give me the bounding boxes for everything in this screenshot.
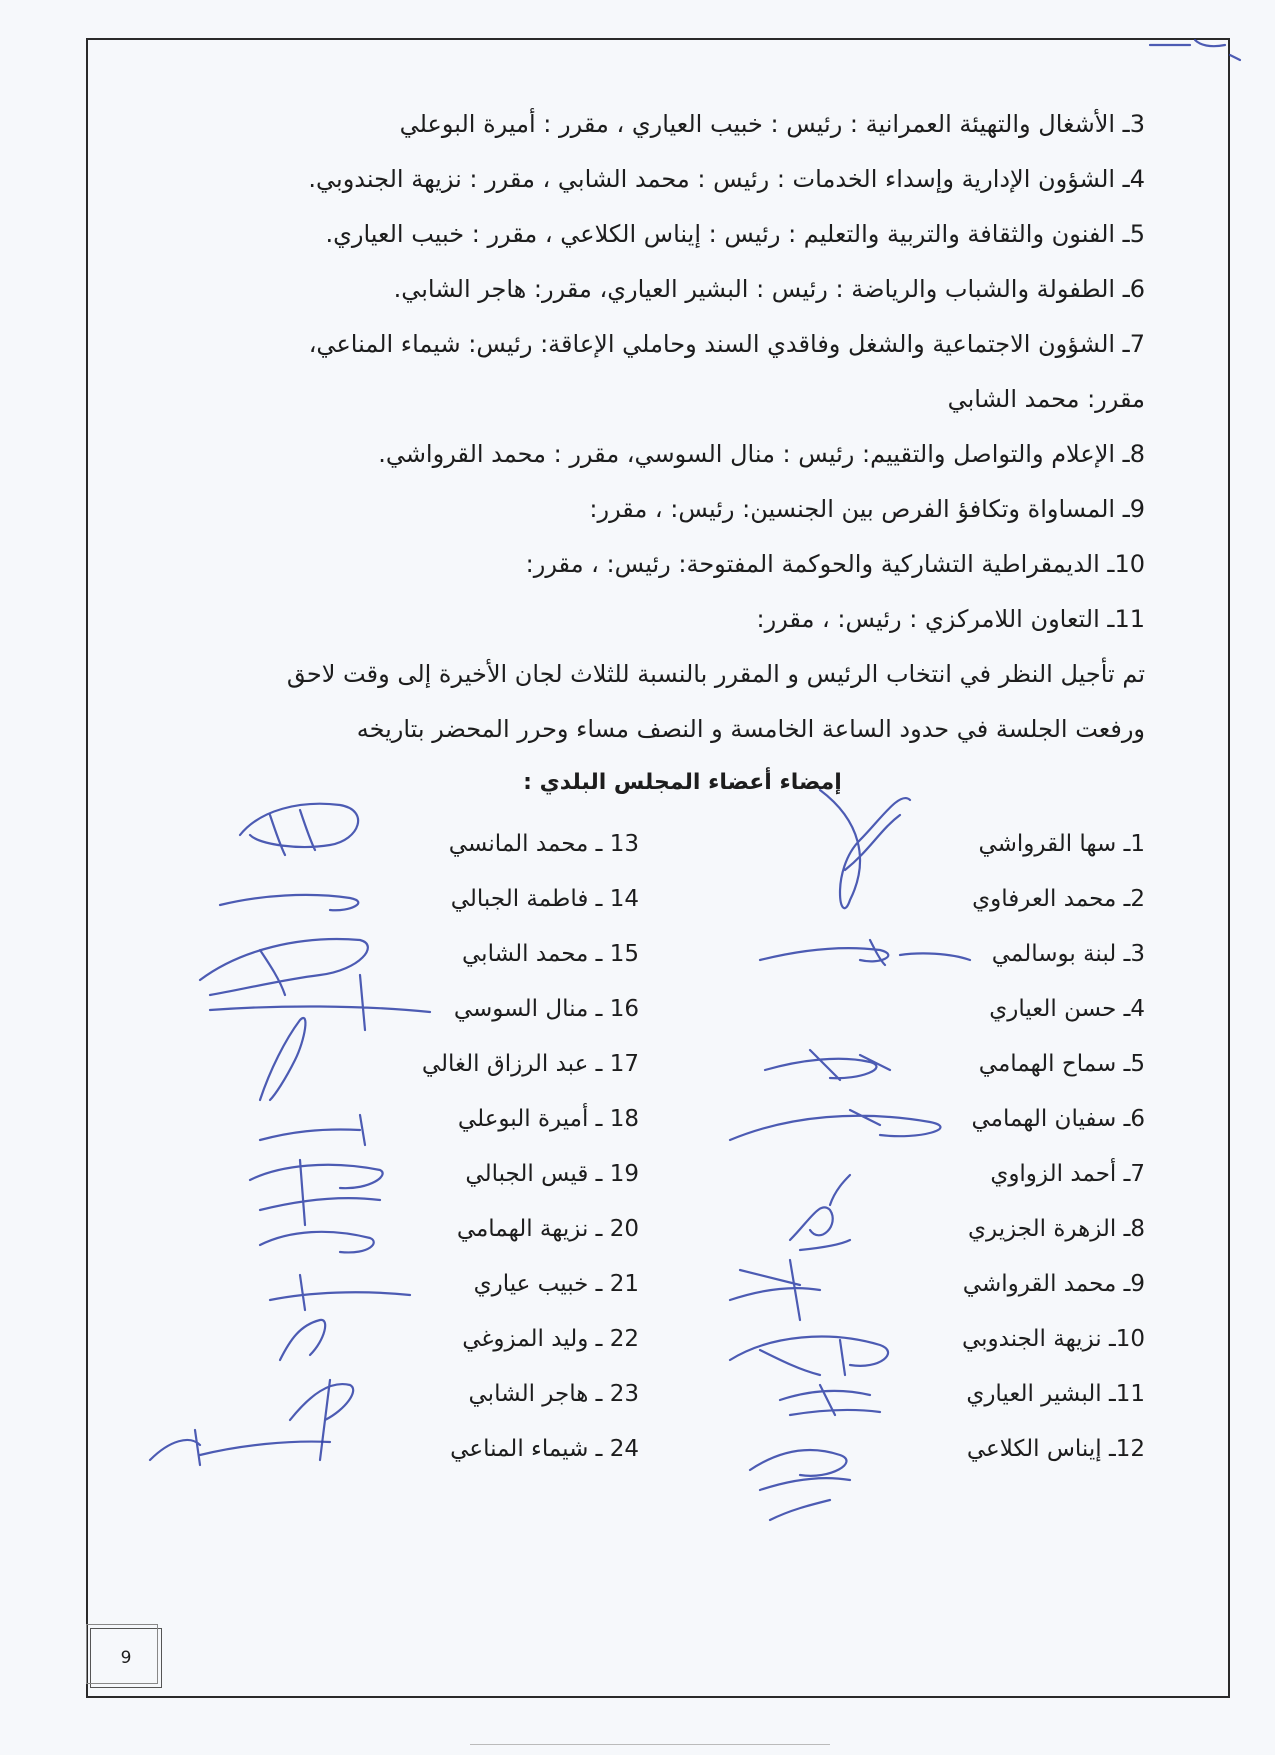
committee-line-7-cont: مقرر: محمد الشابي [947,385,1145,413]
committee-line-4: 4ـ الشؤون الإدارية وإسداء الخدمات : رئيس : محمد الشابي ، مقرر : نزيهة الجندوبي. [308,165,1145,193]
member-3: 3ـ لبنة بوسالمي [991,941,1145,967]
signature-23 [290,1380,353,1460]
signature-16 [210,975,430,1030]
member-14: 14 ـ فاطمة الجبالي [450,886,639,912]
signature-8 [790,1175,850,1250]
member-20: 20 ـ نزيهة الهمامي [456,1216,639,1242]
signature-17 [260,1018,305,1100]
postponement-note: تم تأجيل النظر في انتخاب الرئيس و المقرر بالنسبة للثلاث لجان الأخيرة إلى وقت لاحق [286,660,1145,688]
member-8: 8ـ الزهرة الجزيري [968,1216,1145,1242]
corner-marks [1150,40,1240,60]
member-23: 23 ـ هاجر الشابي [468,1381,639,1407]
member-10: 10ـ نزيهة الجندوبي [961,1326,1145,1352]
committee-line-5: 5ـ الفنون والثقافة والتربية والتعليم : رئيس : إيناس الكلاعي ، مقرر : خبيب العياري. [325,220,1145,248]
signature-22 [280,1320,325,1360]
signature-15 [200,939,368,995]
signature-20 [260,1232,374,1253]
member-2: 2ـ محمد العرفاوي [972,886,1145,912]
signature-14 [220,895,358,910]
signature-18 [260,1115,365,1145]
member-7: 7ـ أحمد الزواوي [990,1161,1145,1187]
signature-19 [250,1160,383,1225]
signature-3 [760,940,970,965]
committee-line-10: 10ـ الديمقراطية التشاركية والحوكمة المفتوحة: رئيس: ، مقرر: [525,550,1145,578]
committee-line-3: 3ـ الأشغال والتهيئة العمرانية : رئيس : خبيب العياري ، مقرر : أميرة البوعلي [399,110,1145,138]
closing-note: ورفعت الجلسة في حدود الساعة الخامسة و النصف مساء وحرر المحضر بتاريخه [356,715,1145,743]
committee-line-9: 9ـ المساواة وتكافؤ الفرص بين الجنسين: رئيس: ، مقرر: [589,495,1145,523]
member-5: 5ـ سماح الهمامي [978,1051,1145,1077]
signature-1 [820,790,910,908]
signature-24 [150,1430,330,1465]
member-18: 18 ـ أميرة البوعلي [457,1106,639,1132]
committee-line-8: 8ـ الإعلام والتواصل والتقييم: رئيس : منال السوسي، مقرر : محمد القرواشي. [378,440,1145,468]
member-4: 4ـ حسن العياري [989,996,1145,1022]
member-19: 19 ـ قيس الجبالي [465,1161,639,1187]
member-6: 6ـ سفيان الهمامي [971,1106,1145,1132]
member-22: 22 ـ وليد المزوغي [462,1326,639,1352]
signature-10 [730,1337,888,1375]
signatures-heading: إمضاء أعضاء المجلس البلدي : [523,770,842,795]
member-9: 9ـ محمد القرواشي [962,1271,1145,1297]
signature-6 [730,1110,940,1140]
committee-line-6: 6ـ الطفولة والشباب والرياضة : رئيس : البشير العياري، مقرر: هاجر الشابي. [393,275,1145,303]
committee-line-7: 7ـ الشؤون الاجتماعية والشغل وفاقدي السند وحاملي الإعاقة: رئيس: شيماء المناعي، [308,330,1145,358]
signature-11 [780,1385,880,1415]
member-24: 24 ـ شيماء المناعي [450,1436,639,1462]
member-21: 21 ـ خبيب عياري [473,1271,639,1297]
signature-9 [730,1260,820,1320]
member-13: 13 ـ محمد المانسي [448,831,639,857]
member-16: 16 ـ منال السوسي [453,996,639,1022]
bottom-edge-marks [470,1744,830,1746]
signature-21 [270,1275,410,1310]
signature-13 [240,804,358,855]
member-1: 1ـ سها القرواشي [978,831,1145,857]
member-17: 17 ـ عبد الرزاق الغالي [421,1051,639,1077]
member-12: 12ـ إيناس الكلاعي [966,1436,1145,1462]
signature-5 [765,1050,890,1080]
page-number: 9 [90,1628,162,1688]
member-11: 11ـ البشير العياري [966,1381,1145,1407]
signature-12 [750,1450,850,1520]
committee-line-11: 11ـ التعاون اللامركزي : رئيس: ، مقرر: [756,605,1145,633]
member-15: 15 ـ محمد الشابي [462,941,639,967]
